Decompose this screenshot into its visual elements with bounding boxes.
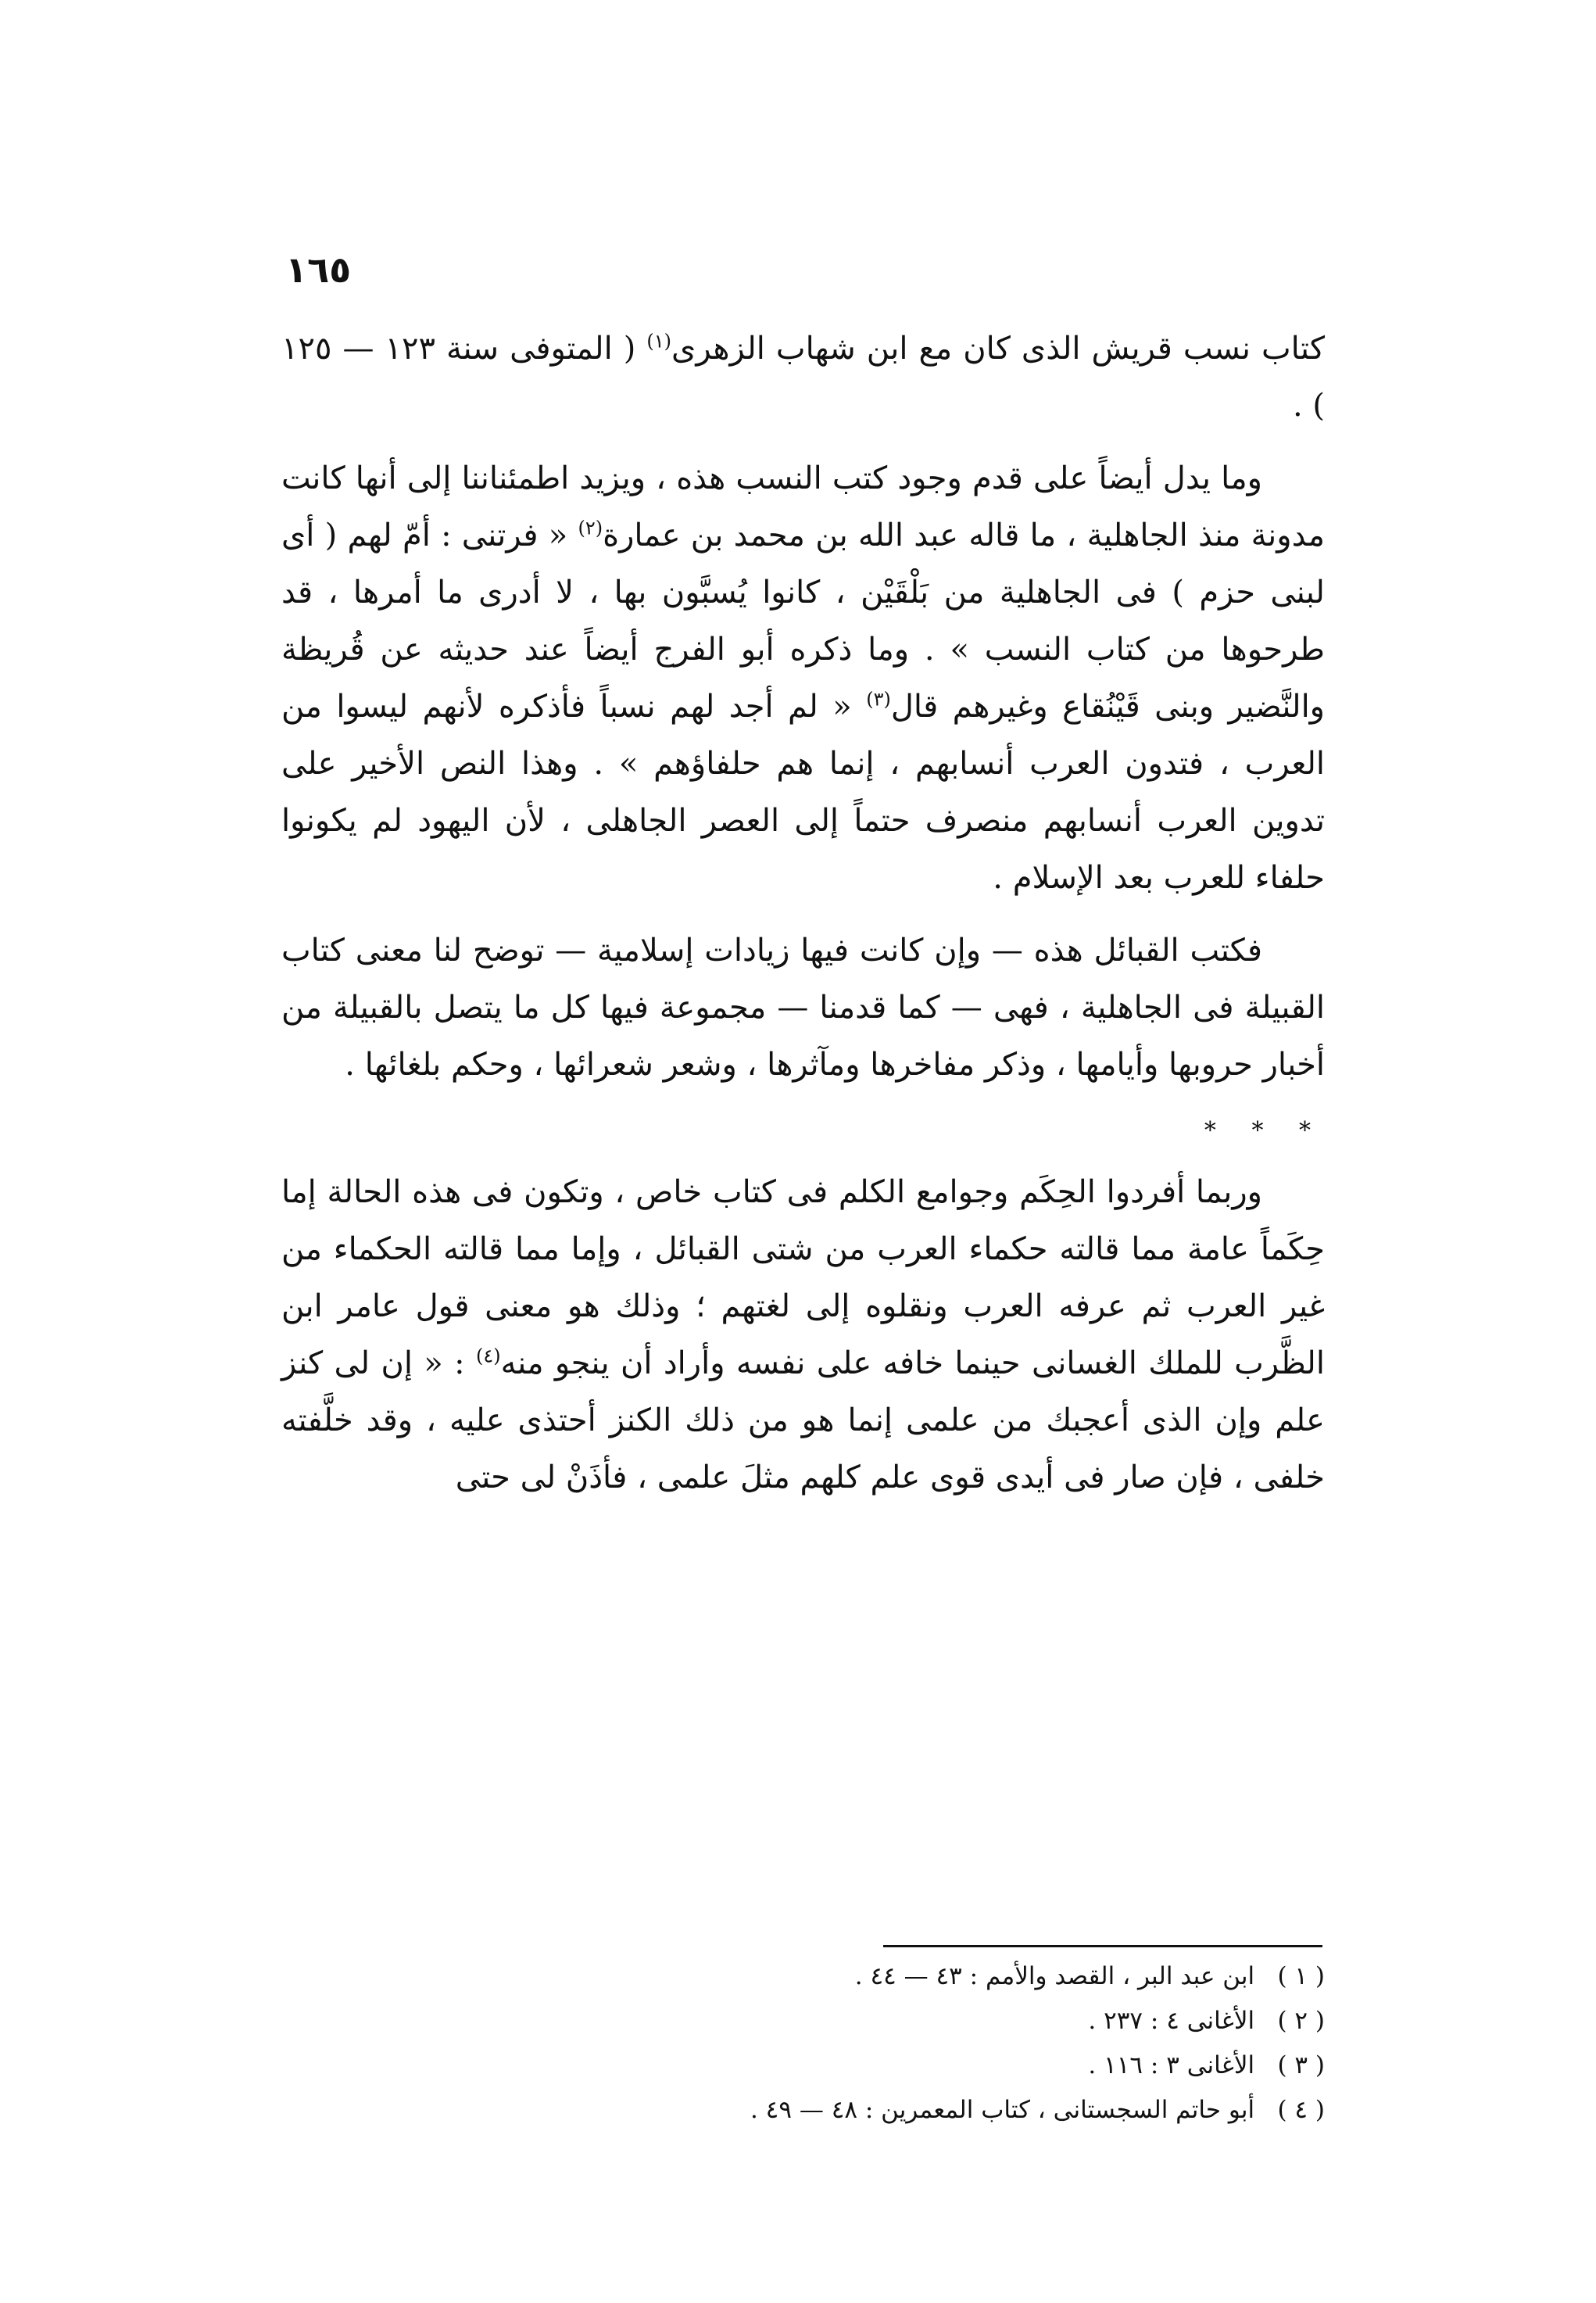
footnote-2-number: ( ٢ ) [1277, 2007, 1325, 2035]
footnote-3-text: الأغانى ٣ : ١١٦ . [1088, 2051, 1255, 2079]
footnote-1 [547, 1954, 1325, 1999]
section-separator: * * * [1204, 1117, 1325, 1144]
footnote-mark-1: (١) [646, 330, 672, 353]
footnote-4 [547, 2088, 1325, 2133]
paragraph-2 [281, 450, 1325, 907]
paragraph-2-tail-b: « لم أجد لهم نسباً فأذكره لأنهم ليسوا من العرب ، فتدون العرب أنسابهم ، إنما هم حلفاؤهم » . وهذا النص الأخير على تدوين العرب أنسابهم منصرف حتماً إلى العصر الجاهلى ، لأن اليهود لم يكونوا حلفاء للعرب بعد الإسلام . [281, 689, 1325, 896]
footnote-mark-3: (٣) [866, 688, 891, 711]
paragraph-1-tail: ( المتوفى سنة ١٢٣ — ١٢٥ ) . [281, 331, 1325, 424]
paragraph-4 [281, 1164, 1325, 1506]
footnote-2 [547, 1999, 1325, 2043]
footnote-1-text: ابن عبد البر ، القصد والأمم : ٤٣ — ٤٤ . [854, 1962, 1255, 1990]
paragraph-2-tail: « فرتنى : أمّ لهم ( أى لبنى حزم ) فى الجاهلية من بَلْقَيْن ، كانوا يُسبَّون بها ، لا أدرى ما أمرها ، قد طرحوها من كتاب النسب » . وما ذكره أبو الفرج أيضاً عند حديثه عن قُريظة والنَّضير وبنى قَيْنُقاع وغيرهم قال [281, 518, 1325, 725]
footnote-1-number: ( ١ ) [1277, 1962, 1325, 1990]
paragraph-1-text: كتاب نسب قريش الذى كان مع ابن شهاب الزهرى [671, 331, 1325, 367]
footnotes [547, 1954, 1325, 2133]
footnote-3-number: ( ٣ ) [1277, 2051, 1325, 2079]
paragraph-1 [281, 321, 1325, 435]
footnote-divider [883, 1945, 1322, 1947]
paragraph-2-text: وما يدل أيضاً على قدم وجود كتب النسب هذه ، ويزيد اطمئناننا إلى أنها كانت مدونة منذ الجاهلية ، ما قاله عبد الله بن محمد بن عمارة [281, 460, 1326, 553]
footnote-4-number: ( ٤ ) [1277, 2096, 1325, 2124]
paragraph-4-tail: : « إن لى كنز علم وإن الذى أعجبك من علمى إنما هو من ذلك الكنز أحتذى عليه ، وقد خلَّفته خلفى ، فإن صار فى أيدى قوى علم كلهم مثلَ علمى ، فأذَنْ لى حتى [281, 1345, 1325, 1495]
footnote-2-text: الأغانى ٤ : ٢٣٧ . [1088, 2007, 1255, 2035]
footnote-mark-4: (٤) [475, 1345, 501, 1367]
footnote-3 [547, 2043, 1325, 2088]
footnote-4-text: أبو حاتم السجستانى ، كتاب المعمرين : ٤٨ — ٤٩ . [750, 2096, 1255, 2124]
page-number: ١٦٥ [285, 249, 352, 291]
main-text [281, 321, 1325, 1506]
paragraph-4-text: وربما أفردوا الحِكَم وجوامع الكلم فى كتاب خاص ، وتكون فى هذه الحالة إما حِكَماً عامة مما قالته حكماء العرب من شتى القبائل ، وإما مما قالته الحكماء من غير العرب ثم عرفه العرب ونقلوه إلى لغتهم ؛ وذلك هو معنى قول عامر ابن الظَّرب للملك الغسانى حينما خافه على نفسه وأراد أن ينجو منه [281, 1174, 1325, 1381]
footnote-mark-2: (٢) [578, 517, 603, 539]
paragraph-3: فكتب القبائل هذه — وإن كانت فيها زيادات إسلامية — توضح لنا معنى كتاب القبيلة فى الجاهلية ، فهى — كما قدمنا — مجموعة فيها كل ما يتصل بالقبيلة من أخبار حروبها وأيامها ، وذكر مفاخرها ومآثرها ، وشعر شعرائها ، وحكم بلغائها . [281, 933, 1325, 1083]
